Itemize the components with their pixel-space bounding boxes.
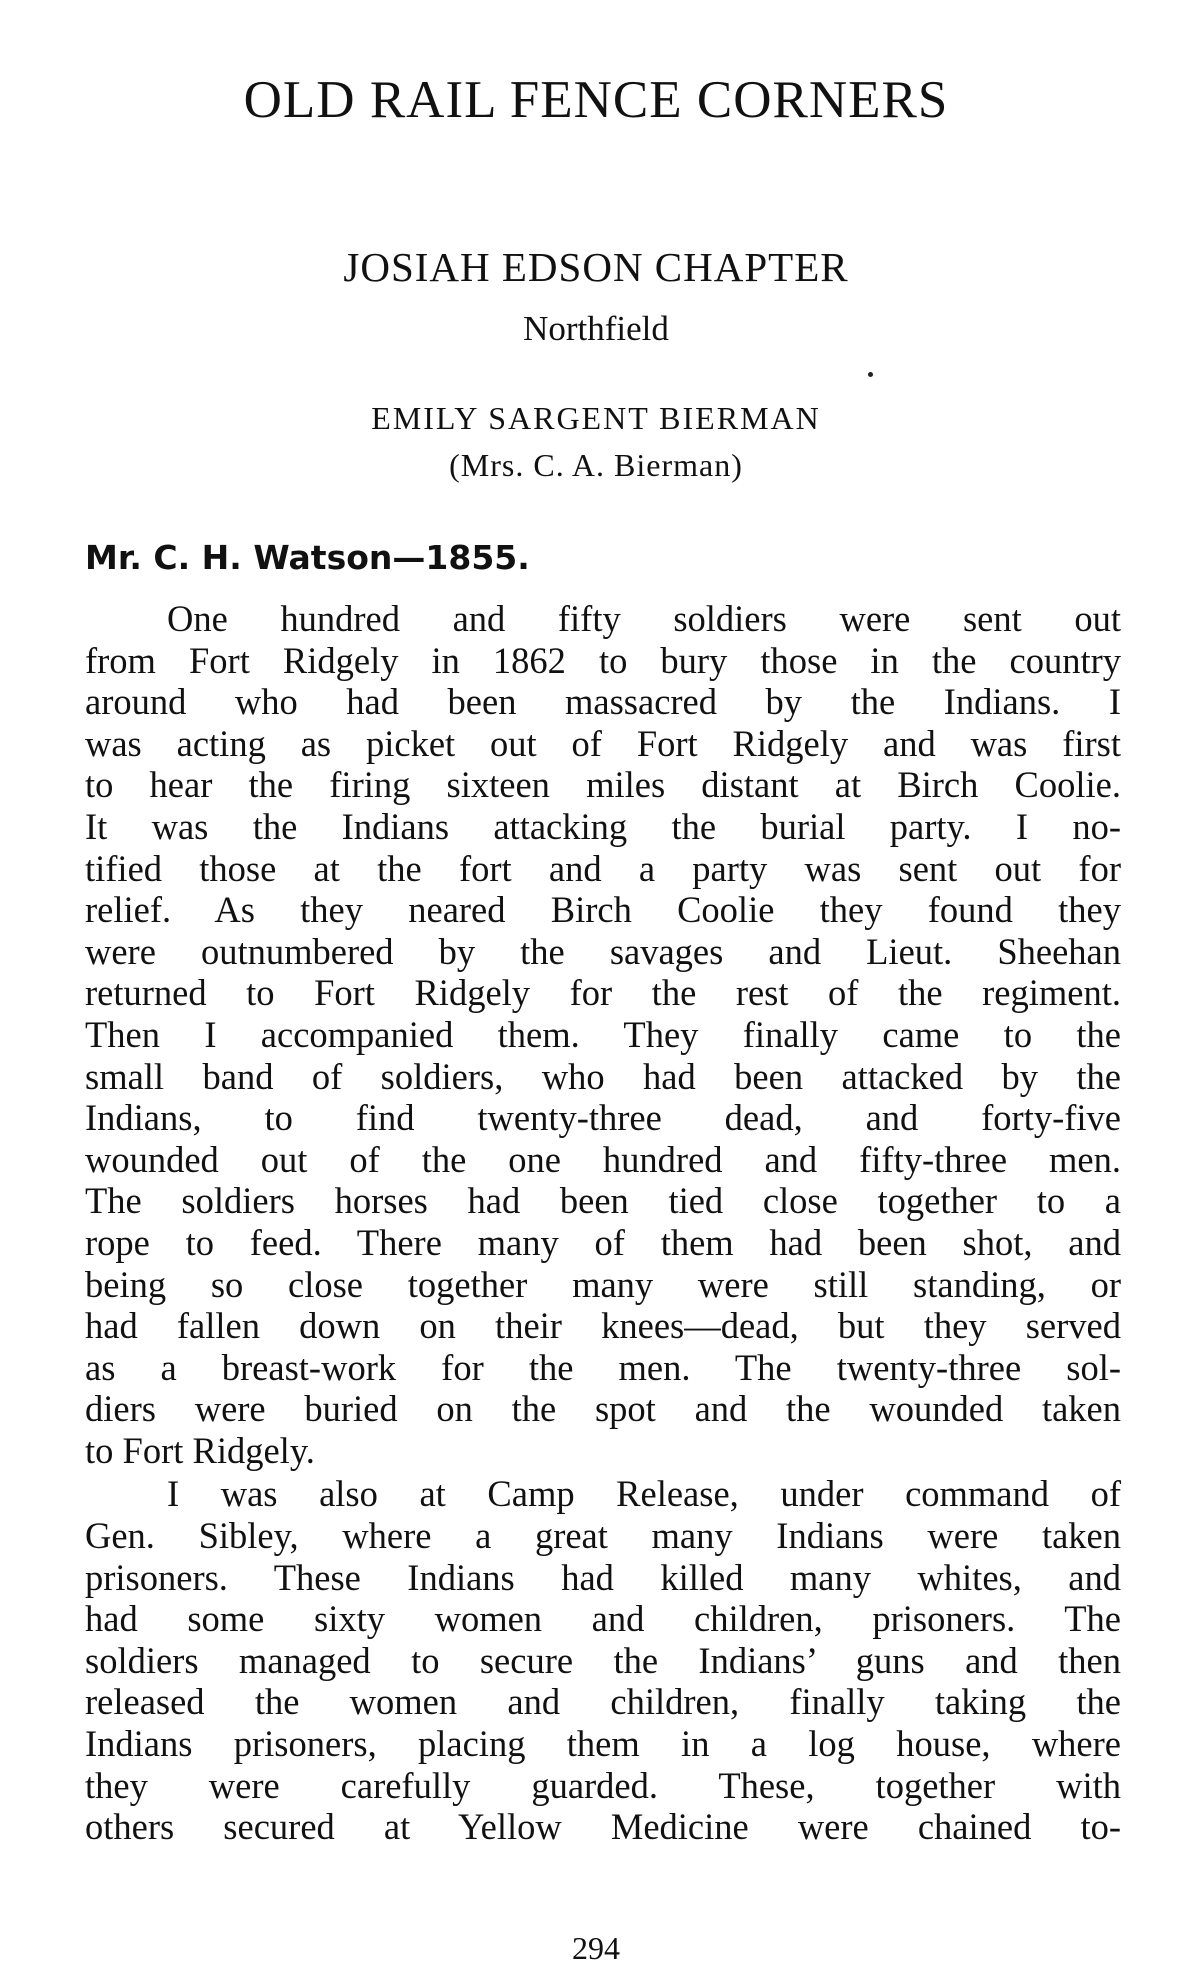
text-line: from Fort Ridgely in 1862 to bury those in the country [85,639,1121,681]
text-line: was acting as picket out of Fort Ridgely and was first [85,722,1121,764]
text-line: diers were buried on the spot and the wounded taken [85,1388,1121,1430]
text-line: around who had been massacred by the Indians. I [85,681,1121,723]
text-line: prisoners. These Indians had killed many whites, and [85,1556,1121,1598]
chapter-title: JOSIAH EDSON CHAPTER [343,244,849,290]
text-line: to Fort Ridgely. [85,1429,315,1471]
text-line: had fallen down on their knees—dead, but they served [85,1305,1121,1347]
text-line: being so close together many were still standing, or [85,1263,1121,1305]
text-line: It was the Indians attacking the burial party. I no- [85,805,1121,847]
text-line: as a breast-work for the men. The twenty-three sol- [85,1346,1121,1388]
text-line: rope to feed. There many of them had been shot, and [85,1221,1121,1263]
text-line: returned to Fort Ridgely for the rest of the regiment. [85,972,1121,1014]
text-line: Indians, to find twenty-three dead, and forty-five [85,1097,1121,1139]
text-line: released the women and children, finally taking the [85,1681,1121,1723]
print-speck [868,372,873,377]
text-line: The soldiers horses had been tied close together to a [85,1180,1121,1222]
text-line: relief. As they neared Birch Coolie they found they [85,889,1121,931]
text-line: were outnumbered by the savages and Lieut. Sheehan [85,930,1121,972]
running-head: OLD RAIL FENCE CORNERS [243,71,949,129]
author-alt-name: (Mrs. C. A. Bierman) [449,447,743,483]
text-line: tified those at the fort and a party was sent out for [85,847,1121,889]
text-line: small band of soldiers, who had been attacked by the [85,1055,1121,1097]
author-name: EMILY SARGENT BIERMAN [371,400,821,436]
text-line: they were carefully guarded. These, together with [85,1764,1121,1806]
paragraph [85,1473,1121,1847]
text-line: soldiers managed to secure the Indians’ guns and then [85,1639,1121,1681]
paragraph [85,598,1121,1471]
text-line: One hundred and fifty soldiers were sent out [167,598,1121,639]
text-line: I was also at Camp Release, under command of [167,1473,1121,1515]
page-number: 294 [572,1930,620,1966]
text-line: to hear the firing sixteen miles distant at Birch Coolie. [85,764,1121,806]
section-heading: Mr. C. H. Watson—1855. [85,538,530,577]
text-line: wounded out of the one hundred and fifty-three men. [85,1138,1121,1180]
text-line: had some sixty women and children, prisoners. The [85,1598,1121,1640]
chapter-place: Northfield [523,309,669,348]
text-line: others secured at Yellow Medicine were chained to- [85,1806,1121,1848]
text-line: Gen. Sibley, where a great many Indians were taken [85,1515,1121,1557]
text-line: Then I accompanied them. They finally came to the [85,1013,1121,1055]
body-text [85,598,1121,1848]
text-line: Indians prisoners, placing them in a log house, where [85,1723,1121,1765]
